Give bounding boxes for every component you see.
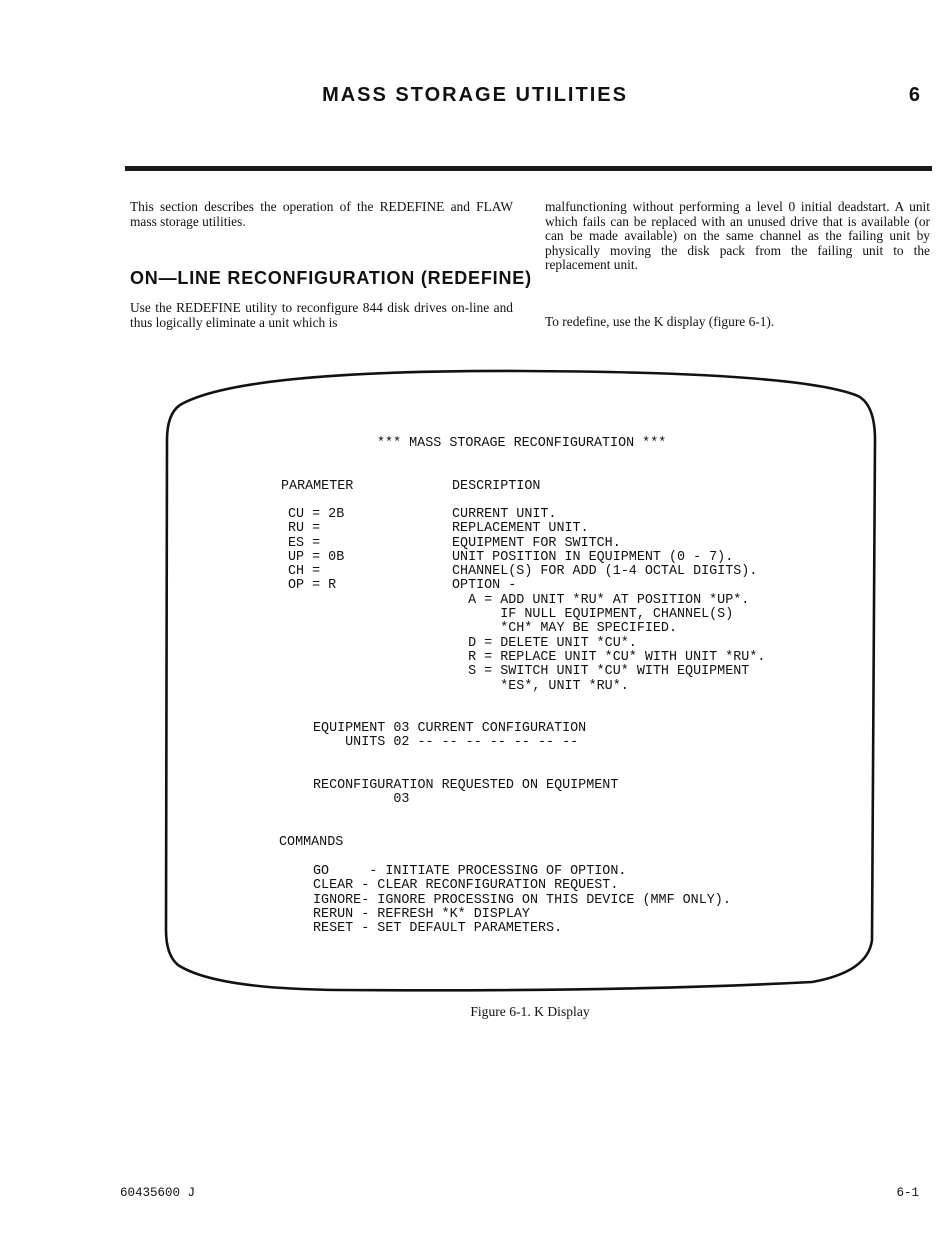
instruction-paragraph: To redefine, use the K display (figure 6-1). [545,314,775,329]
section-heading: ON—LINE RECONFIGURATION (REDEFINE) [130,268,532,288]
commands-list [313,865,731,936]
option-line: IF NULL EQUIPMENT, CHANNEL(S) [452,607,734,623]
description-up: UNIT POSITION IN EQUIPMENT (0 - 7). [452,549,734,565]
description-column-header: DESCRIPTION [452,479,541,494]
parameter-cu: CU = 2B [288,507,345,522]
reconfiguration-request [313,779,618,808]
description-list [452,508,765,694]
command-go: GO - INITIATE PROCESSING OF OPTION. [313,864,627,879]
parameter-list [288,508,344,594]
description-ch: CHANNEL(S) FOR ADD (1-4 OCTAL DIGITS). [452,564,758,580]
parameter-ru: RU = [288,521,321,537]
description-op: OPTION - [452,578,517,594]
reconfig-line: RECONFIGURATION REQUESTED ON EQUIPMENT [313,778,619,793]
display-title: *** MASS STORAGE RECONFIGURATION *** [377,436,667,451]
option-line: R = REPLACE UNIT *CU* WITH UNIT *RU*. [452,649,766,665]
section-number: 6 [908,84,920,106]
description-paragraph: malfunctioning without performing a level 0 initial deadstart. A unit which fails can be replaced with an unused drive that is available (or can be made available) on the same channel as the failing unit by physically moving the disk pack from the failing unit to the replacement unit. [545,199,930,273]
parameter-ch: CH = [288,564,321,580]
option-line: S = SWITCH UNIT *CU* WITH EQUIPMENT [452,664,750,680]
command-rerun: RERUN - REFRESH *K* DISPLAY [313,906,530,922]
equipment-line: EQUIPMENT 03 CURRENT CONFIGURATION [313,721,587,736]
document-number: 60435600 J [120,1186,196,1200]
intro-paragraph: This section describes the operation of the REDEFINE and FLAW mass storage utilities. [130,199,513,229]
description-ru: REPLACEMENT UNIT. [452,521,589,537]
parameter-es: ES = [288,535,321,551]
command-ignore: IGNORE- IGNORE PROCESSING ON THIS DEVICE (MMF ONLY). [313,892,731,908]
page-title: MASS STORAGE UTILITIES [322,84,628,106]
description-es: EQUIPMENT FOR SWITCH. [452,535,621,551]
figure-caption: Figure 6-1. K Display [470,1004,590,1019]
parameter-op: OP = R [288,578,337,594]
parameter-up: UP = 0B [288,549,345,565]
option-line: *ES*, UNIT *RU*. [452,678,629,694]
description-cu: CURRENT UNIT. [452,507,557,522]
command-reset: RESET - SET DEFAULT PARAMETERS. [313,921,563,937]
command-clear: CLEAR - CLEAR RECONFIGURATION REQUEST. [313,878,619,894]
option-line: D = DELETE UNIT *CU*. [452,635,637,651]
option-line: *CH* MAY BE SPECIFIED. [452,621,677,637]
page-number: 6-1 [896,1186,919,1200]
option-line: A = ADD UNIT *RU* AT POSITION *UP*. [452,592,750,608]
redefine-paragraph: Use the REDEFINE utility to reconfigure 844 disk drives on-line and thus logically eliminate a unit which is [130,300,513,330]
parameter-column-header: PARAMETER [281,479,354,494]
reconfig-value: 03 [313,792,410,808]
equipment-configuration [313,722,586,751]
commands-heading: COMMANDS [279,835,344,850]
units-line: UNITS 02 -- -- -- -- -- -- -- [313,735,579,751]
